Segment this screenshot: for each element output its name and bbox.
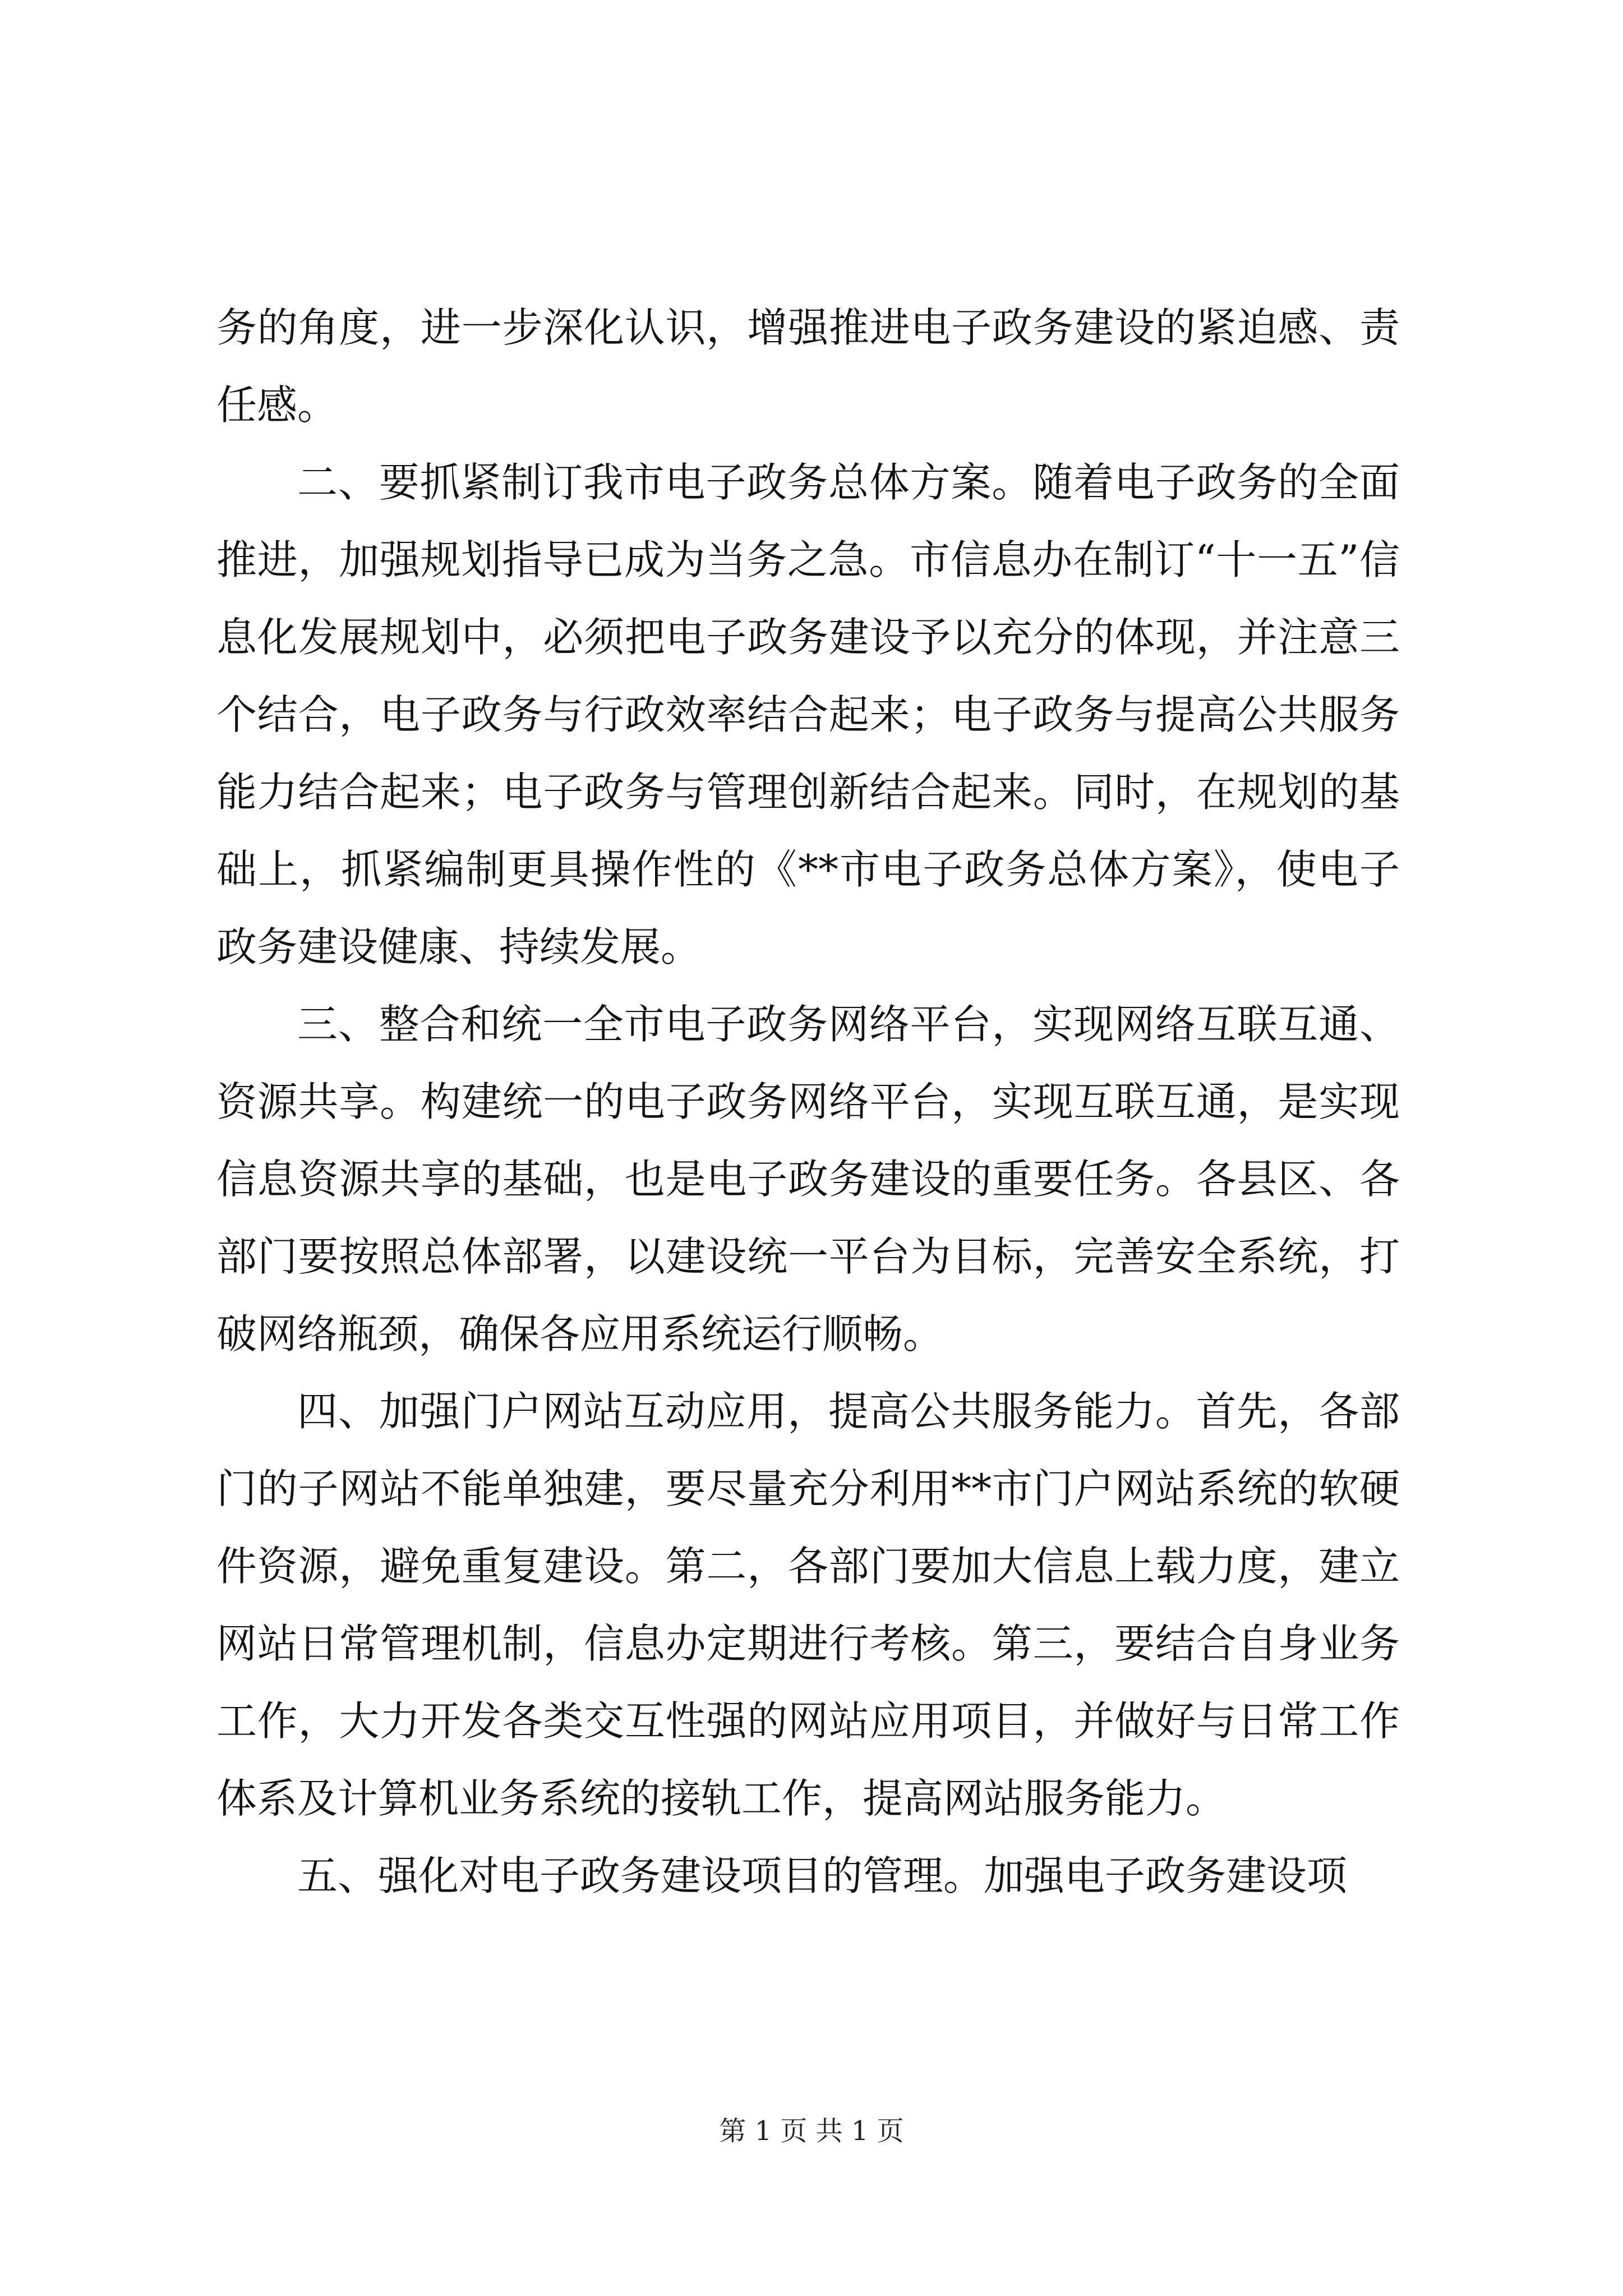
paragraph-continuation: 务的角度，进一步深化认识，增强推进电子政务建设的紧迫感、责任感。 (216, 304, 1400, 429)
paragraph-section-5: 五、强化对电子政务建设项目的管理。加强电子政务建设项 (297, 1852, 1348, 1899)
paragraph-section-2: 二、要抓紧制订我市电子政务总体方案。随着电子政务的全面推进，加强规划指导已成为当务之急。市信息办在制订“十一五”信息化发展规划中，必须把电子政务建设予以充分的体现，并注意三个结合，电子政务与行政效率结合起来；电子政务与提高公共服务能力结合起来；电子政务与管理创新结合起来。同时，在规划的基础上，抓紧编制更具操作性的《**市电子政务总体方案》，使电子政务建设健康、持续发展。 (216, 459, 1400, 970)
document-body (216, 289, 1400, 1915)
page-footer: 第 1 页 共 1 页 (719, 2115, 904, 2147)
paragraph-section-4: 四、加强门户网站互动应用，提高公共服务能力。首先，各部门的子网站不能单独建，要尽量充分利用**市门户网站系统的软硬件资源，避免重复建设。第二，各部门要加大信息上载力度，建立网站日常管理机制，信息办定期进行考核。第三，要结合自身业务工作，大力开发各类交互性强的网站应用项目，并做好与日常工作体系及计算机业务系统的接轨工作，提高网站服务能力。 (216, 1388, 1400, 1822)
paragraph-section-3: 三、整合和统一全市电子政务网络平台，实现网络互联互通、资源共享。构建统一的电子政务网络平台，实现互联互通，是实现信息资源共享的基础，也是电子政务建设的重要任务。各县区、各部门要按照总体部署，以建设统一平台为目标，完善安全系统，打破网络瓶颈，确保各应用系统运行顺畅。 (216, 1001, 1400, 1358)
